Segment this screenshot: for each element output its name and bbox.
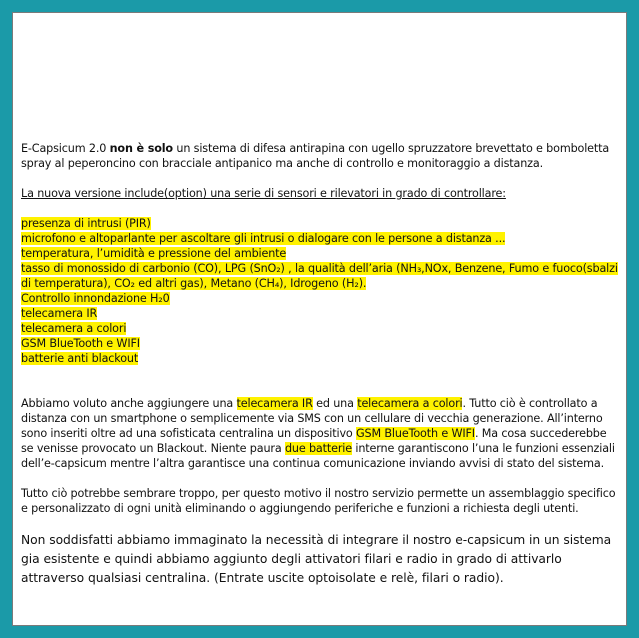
feature-item: Controllo innondazione H₂0 bbox=[21, 292, 170, 305]
feature-item: batterie anti blackout bbox=[21, 352, 139, 365]
highlight-color-camera: telecamera a colori bbox=[357, 397, 463, 410]
highlight-gsm: GSM BlueTooth e WIFI bbox=[356, 427, 475, 440]
feature-item: telecamera a colori bbox=[21, 322, 127, 335]
feature-item: microfono e altoparlante per ascoltare gli intrusi o dialogare con le persone a distanza ... bbox=[21, 232, 506, 245]
features-heading-text: La nuova versione include(option) una serie di sensori e rilevatori in grado di controllare: bbox=[21, 187, 506, 200]
integration-paragraph: Non soddisfatti abbiamo immaginato la necessità di integrare il nostro e-capsicum in un sistema gia esistente e quindi abbiamo aggiunto degli attivatori filari e radio in grado di attivarlo attraverso qualsiasi centralina. (Entrate uscite optoisolate e relè, filari o radio). bbox=[21, 533, 612, 585]
intro-text-a: E-Capsicum 2.0 bbox=[21, 142, 110, 155]
feature-item: presenza di intrusi (PIR) bbox=[21, 217, 151, 230]
document-body bbox=[21, 141, 619, 588]
feature-item: temperatura, l’umidità e pressione del ambiente bbox=[21, 247, 287, 260]
intro-bold: non è solo bbox=[109, 142, 173, 155]
features-list bbox=[21, 216, 619, 366]
feature-item: tasso di monossido di carbonio (CO), LPG (SnO₂) , la qualità dell’aria (NH₃,NOx, Benzene, Fumo e fuoco(sbalzi di temperatura), CO₂ ed altri gas), Metano (CH₄), Idrogeno (H₂). bbox=[21, 262, 618, 290]
intro-text-c: un sistema di difesa antirapina con ugello spruzzatore brevettato e bomboletta spray al peperoncino con bracciale antipanico ma anche di controllo e monitoraggio a distanza. bbox=[21, 142, 610, 170]
custom-paragraph: Tutto ciò potrebbe sembrare troppo, per questo motivo il nostro servizio permette un assemblaggio specifico e personalizzato di ogni unità eliminando o aggiungendo periferiche e funzioni a richiesta degli utenti. bbox=[21, 487, 616, 515]
highlight-ir-camera: telecamera IR bbox=[236, 397, 313, 410]
features-heading bbox=[21, 186, 619, 201]
feature-item: GSM BlueTooth e WIFI bbox=[21, 337, 140, 350]
document-page bbox=[12, 12, 627, 626]
description-paragraph: Abbiamo voluto anche aggiungere una telecamera IR ed una telecamera a colori. Tutto ciò è controllato a distanza con un smartphone o semplicemente via SMS con un cellulare di vecchia generazione. All’interno sono inseriti oltre ad una sofisticata centralina un dispositivo GSM BlueTooth e WIFI. Ma cosa succederebbe se venisse provocato un Blackout. Niente paura due batterie interne garantiscono l’una le funzioni essenziali dell’e-capsicum mentre l’altra garantisce una continua comunicazione inviando avvisi di stato del sistema. bbox=[21, 397, 615, 470]
feature-item: telecamera IR bbox=[21, 307, 98, 320]
intro-paragraph bbox=[21, 141, 619, 171]
highlight-batteries: due batterie bbox=[284, 442, 352, 455]
